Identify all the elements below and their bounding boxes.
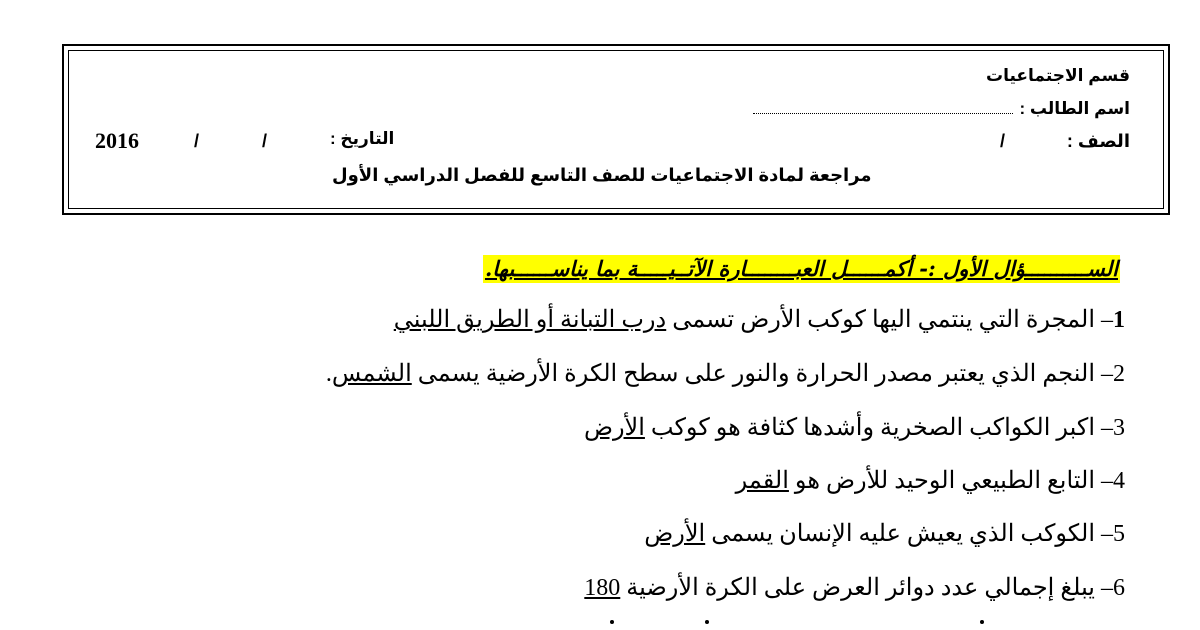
question-item-4	[736, 467, 1125, 496]
item-answer: الأرض	[644, 521, 706, 547]
item-text: اكبر الكواكب الصخرية وأشدها كثافة هو كوكب	[644, 415, 1101, 441]
item-answer: القمر	[735, 468, 789, 494]
grade-slash: /	[1000, 131, 1006, 151]
cutoff-mark	[980, 620, 984, 624]
question-item-1	[394, 306, 1125, 335]
next-item-cutoff	[600, 620, 1120, 630]
item-number: 3	[1113, 415, 1125, 441]
question-item-5	[644, 520, 1125, 549]
review-title: مراجعة لمادة الاجتماعيات للصف التاسع للفصل الدراسي الأول	[332, 165, 872, 185]
item-number: 1	[1113, 307, 1125, 333]
student-name-blank[interactable]	[753, 101, 1013, 114]
cutoff-mark	[705, 620, 709, 624]
date-slash-2: /	[194, 131, 200, 151]
date-year: 2016	[95, 128, 139, 153]
item-dash: –	[1101, 521, 1113, 547]
item-dash: –	[1101, 415, 1113, 441]
date-slash-1: /	[262, 131, 268, 151]
item-number: 4	[1113, 468, 1125, 494]
question-item-2	[326, 360, 1125, 389]
item-text: يبلغ إجمالي عدد دوائر العرض على الكرة الأرضية	[620, 575, 1101, 601]
item-tail: .	[325, 361, 332, 387]
item-text: التابع الطبيعي الوحيد للأرض هو	[788, 468, 1101, 494]
item-answer: 180	[584, 575, 621, 601]
item-text: النجم الذي يعتبر مصدر الحرارة والنور على سطح الكرة الأرضية يسمى	[411, 361, 1101, 387]
student-name-row	[753, 100, 1130, 117]
item-answer: درب التبانة أو الطريق اللبني	[393, 307, 667, 333]
item-answer: الأرض	[583, 415, 645, 441]
item-dash: –	[1101, 307, 1113, 333]
student-name-label: اسم الطالب :	[1019, 99, 1130, 118]
item-text: الكوكب الذي يعيش عليه الإنسان يسمى	[705, 521, 1101, 547]
item-dash: –	[1101, 575, 1113, 601]
question-title: الســــــــــؤال الأول :- أكمــــــل العبــــــــارة الآتــيـــــة بما يناســــــبها.	[483, 255, 1120, 283]
item-dash: –	[1101, 468, 1113, 494]
item-number: 2	[1113, 361, 1125, 387]
cutoff-mark	[610, 620, 614, 624]
item-text: المجرة التي ينتمي اليها كوكب الأرض تسمى	[666, 307, 1101, 333]
question-item-6	[584, 574, 1125, 603]
date-label: التاريخ :	[330, 129, 395, 148]
item-dash: –	[1101, 361, 1113, 387]
item-number: 5	[1113, 521, 1125, 547]
department-label: قسم الاجتماعيات	[986, 66, 1130, 85]
question-item-3	[584, 414, 1125, 443]
item-number: 6	[1113, 575, 1125, 601]
grade-label: الصف :	[1066, 131, 1130, 151]
item-answer: الشمس	[331, 361, 412, 387]
